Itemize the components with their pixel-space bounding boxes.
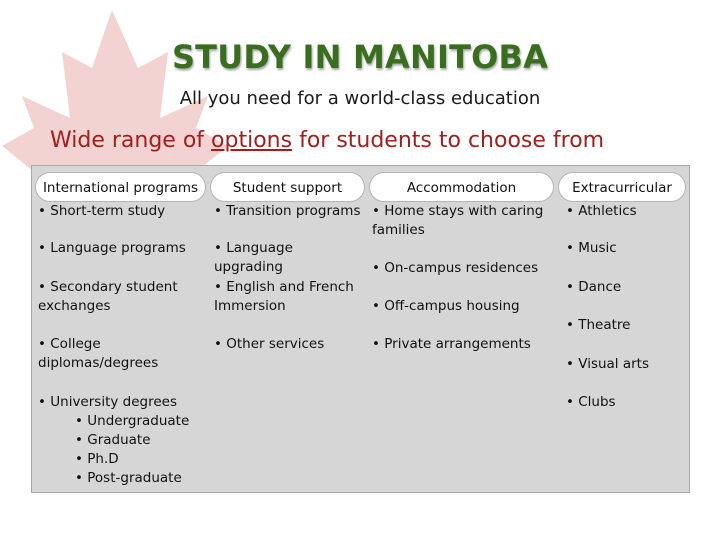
col-header-student-support: Student support	[210, 172, 365, 202]
options-table	[31, 165, 690, 493]
list-subitem: • Post-graduate	[75, 470, 182, 486]
list-subitem: • Graduate	[75, 432, 151, 448]
list-item: • Secondary student exchanges	[38, 279, 178, 314]
list-item: • On-campus residences	[372, 260, 539, 276]
col-international	[38, 202, 203, 492]
list-item: • Music	[566, 240, 617, 256]
page-subtitle: All you need for a world-class education	[179, 88, 541, 109]
list-item: • Athletics	[566, 203, 637, 219]
section-heading	[50, 128, 604, 153]
list-item: • Short-term study	[38, 203, 166, 219]
heading-pre: Wide range of	[50, 128, 212, 153]
list-item: • Theatre	[566, 317, 631, 333]
list-subitem: • Undergraduate	[75, 413, 190, 429]
heading-options-link: options	[211, 128, 293, 153]
list-item: • Home stays with caring families	[372, 203, 544, 238]
col-header-accommodation: Accommodation	[369, 172, 554, 202]
col-header-extracurricular: Extracurricular	[558, 172, 686, 202]
list-item: • Clubs	[566, 394, 616, 410]
col-accommodation	[372, 202, 550, 402]
page-title: STUDY IN MANITOBA	[171, 38, 549, 76]
list-item: • Other services	[214, 336, 325, 352]
list-item: • Visual arts	[566, 356, 649, 372]
heading-post: for students to choose from	[292, 128, 605, 153]
list-item: • Off-campus housing	[372, 298, 520, 314]
col-extracurricular	[566, 202, 684, 462]
list-item: • Transition programs	[214, 203, 361, 219]
list-item: • Language upgrading	[214, 240, 293, 275]
col-header-international: International programs	[35, 172, 206, 202]
list-item: • Language programs	[38, 240, 186, 256]
col-student-support	[214, 202, 366, 402]
list-item: • Dance	[566, 279, 622, 295]
list-item: • University degrees	[38, 394, 177, 410]
list-item: • College diplomas/degrees	[38, 336, 159, 371]
list-subitem: • Ph.D	[75, 451, 119, 467]
list-item: • English and French Immersion	[214, 279, 354, 314]
list-item: • Private arrangements	[372, 336, 531, 352]
